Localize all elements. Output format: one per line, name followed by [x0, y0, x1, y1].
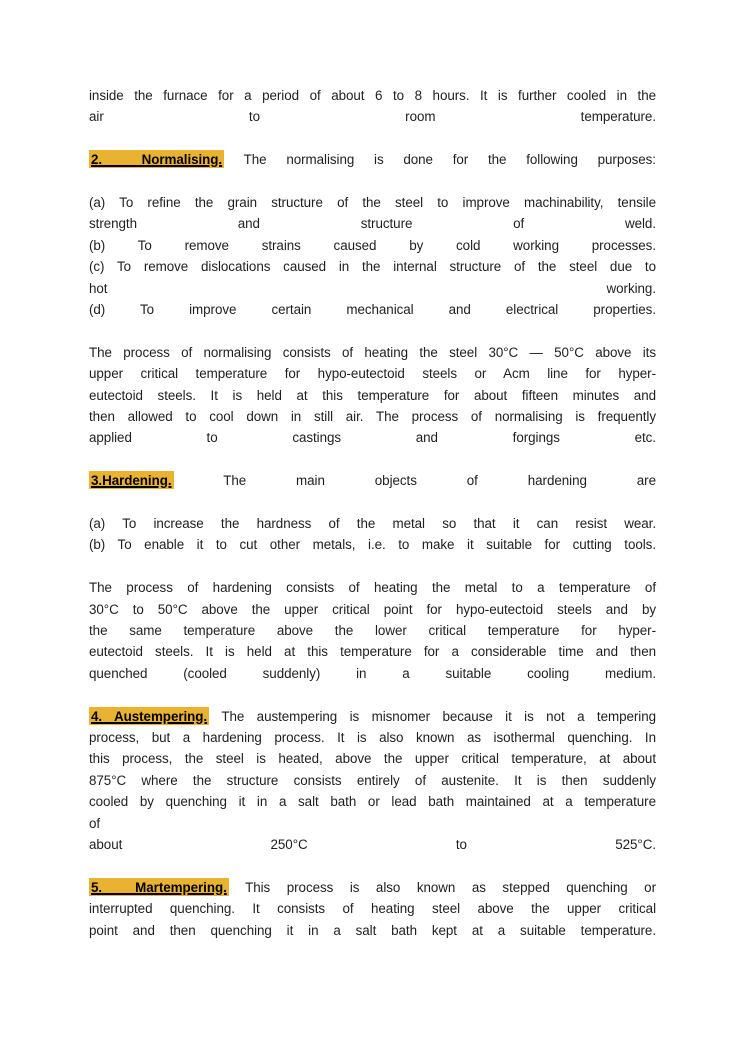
paragraph — [89, 192, 656, 320]
document-body — [89, 85, 656, 941]
text-line — [89, 470, 656, 491]
paragraph — [89, 342, 656, 449]
text-line — [89, 706, 656, 727]
paragraph — [89, 877, 656, 941]
heading-line-text: This process is also known as stepped quenching or — [245, 879, 656, 895]
text-line: then allowed to cool down in still air. The process of normalising is frequently — [89, 409, 656, 425]
text-line: 30°C to 50°C above the upper critical point for hypo-eutectoid steels and by — [89, 601, 656, 617]
text-line — [89, 877, 656, 898]
text-line: eutectoid steels. It is held at this temperature for a considerable time and then — [89, 644, 656, 660]
text-line: (c) To remove dislocations caused in the internal structure of the steel due to — [89, 259, 656, 275]
text-line: upper critical temperature for hypo-eutectoid steels or Acm line for hyper- — [89, 366, 656, 382]
text-line: strength and structure of weld. — [89, 216, 656, 232]
text-line: hot working. — [89, 280, 656, 296]
text-line: (a) To refine the grain structure of the steel to improve machinability, tensile — [89, 195, 656, 210]
text-line: air to room temperature. — [89, 109, 656, 125]
text-line: interrupted quenching. It consists of heating steel above the upper critical — [89, 901, 656, 917]
text-line: point and then quenching it in a salt bath kept at a suitable temperature. — [89, 922, 656, 938]
heading-line-text: The normalising is done for the following purposes: — [243, 152, 656, 168]
text-line: The process of normalising consists of heating the steel 30°C — 50°C above its — [89, 344, 656, 360]
section-heading-highlight: 3.Hardening. — [91, 473, 172, 489]
text-line: eutectoid steels. It is held at this temperature for about fifteen minutes and — [89, 387, 656, 403]
text-line — [89, 149, 656, 170]
heading-line-text: The main objects of hardening are — [223, 473, 656, 489]
text-line: process, but a hardening process. It is also known as isothermal quenching. In — [89, 730, 656, 746]
text-line: about 250°C to 525°C. — [89, 837, 656, 853]
text-line: quenched (cooled suddenly) in a suitable cooling medium. — [89, 665, 656, 681]
paragraph — [89, 470, 656, 491]
text-line: cooled by quenching it in a salt bath or lead bath maintained at a temperature — [89, 794, 656, 810]
text-line: 875°C where the structure consists entirely of austenite. It is then suddenly — [89, 772, 656, 788]
text-line: applied to castings and forgings etc. — [89, 430, 656, 446]
section-heading-highlight: 2. Normalising. — [91, 152, 223, 168]
text-line: this process, the steel is heated, above the upper critical temperature, at about — [89, 751, 656, 767]
paragraph — [89, 149, 656, 170]
heading-line-text: The austempering is misnomer because it is not a tempering — [221, 708, 657, 724]
text-line: of — [89, 815, 101, 831]
text-line: The process of hardening consists of heating the metal to a temperature of — [89, 580, 656, 596]
section-heading-highlight: 5. Martempering. — [91, 879, 227, 895]
text-line: inside the furnace for a period of about 6 to 8 hours. It is further cooled in the — [89, 88, 656, 103]
paragraph — [89, 577, 656, 684]
text-line: (d) To improve certain mechanical and electrical properties. — [89, 302, 656, 318]
paragraph — [89, 85, 656, 128]
paragraph — [89, 513, 656, 556]
text-line: (b) To enable it to cut other metals, i.e. to make it suitable for cutting tools. — [89, 537, 656, 553]
text-line: (b) To remove strains caused by cold working processes. — [89, 237, 656, 253]
paragraph — [89, 706, 656, 856]
text-line: the same temperature above the lower critical temperature for hyper- — [89, 623, 656, 639]
text-line: (a) To increase the hardness of the metal so that it can resist wear. — [89, 516, 656, 532]
section-heading-highlight: 4. Austempering. — [91, 708, 208, 724]
